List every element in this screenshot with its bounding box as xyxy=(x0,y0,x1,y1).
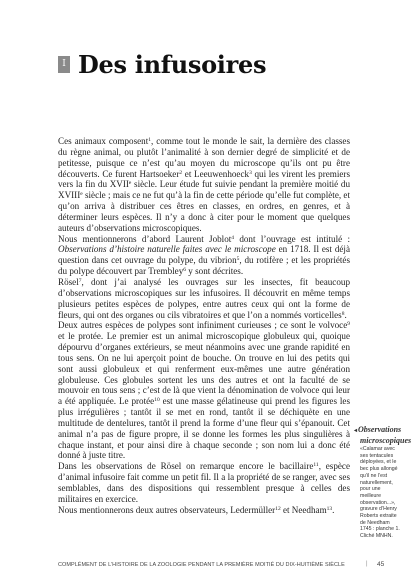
note-call: 4 xyxy=(231,234,235,241)
note-call: e xyxy=(128,180,132,187)
footer-separator: | xyxy=(366,561,368,567)
triangle-left-icon: ◂ xyxy=(354,428,358,434)
note-call: 11 xyxy=(313,462,319,469)
text-run: siècle. Leur étude fut suivie pendant la première moitié du XVIII xyxy=(58,179,350,201)
text-run: et Needham xyxy=(280,504,327,515)
sidenote-caption: «Calamar avec ses tentacules déployées, et le bec plus allongé qu’il ne l’est naturellement, pour une meilleure observation...», gravure d’Henry Roberts extraite de Needham 1745 : planche 1. Cliché MNHN. xyxy=(360,446,400,540)
paragraph xyxy=(58,320,350,461)
note-call: 1 xyxy=(148,137,151,143)
paragraph xyxy=(58,234,350,277)
text-run: Dans les observations de Rösel on remarque encore le bacillaire xyxy=(58,461,314,472)
text-run: Deux autres espèces de polypes sont infiniment curieuses ; ce sont le volvoce xyxy=(58,320,348,331)
paragraph xyxy=(58,505,350,516)
sidenote xyxy=(354,425,411,540)
text-run: , dont j’ai analysé les ouvrages sur les insectes, fit beaucoup d’observations microscopiques sur les infusoires. Il découvrit en même temps plusieurs petites espèces de polypes, entre autres ceux qui ont la forme de fleurs, qui ont des organes ou cils vibratoires et que l’on a nommés vorticelles xyxy=(58,276,350,320)
text-run: , du rotifère ; et les propriétés du polype découvert par Trembley xyxy=(58,255,350,277)
paragraph xyxy=(58,461,350,504)
running-footer: COMPLÉMENT DE L’HISTOIRE DE LA ZOOLOGIE PENDANT LA PREMIÈRE MOITIÉ DU DIX-HUITIÈME SIÈCLE xyxy=(58,562,345,568)
text-run: , espèce d’animal infusoire fait comme un petit fil. Il a la propriété de se ranger, avec ses semblables, dans des dispositions qui ressemblent presque à celles des militaires en exercice. xyxy=(58,461,351,504)
body-text xyxy=(58,136,350,516)
text-run: y sont décrites. xyxy=(186,266,244,277)
text-run: . xyxy=(332,504,335,515)
note-call: 5 xyxy=(236,256,240,263)
note-call: 12 xyxy=(275,505,281,512)
text-run: . xyxy=(344,309,347,320)
text-run: Nous mentionnerons deux autres observateurs, Ledermüller xyxy=(58,504,276,515)
page-number: 45 xyxy=(377,561,385,568)
paragraph xyxy=(58,136,350,234)
paragraph xyxy=(58,277,350,320)
text-run: siècle ; mais ce ne fut qu’à la fin de cette période qu’elle fut complète, et qu’on arriva à distribuer ces êtres en classes, en ordres, en genres, et à déterminer leurs espèces. Il n’y a donc à citer pour le moment que quelques auteurs d’observations microscopiques. xyxy=(58,190,350,233)
text-run: Nous mentionnerons d’abord Laurent Joblot xyxy=(58,233,232,244)
chapter-number-badge: I xyxy=(58,56,70,73)
chapter-title: Des infusoires xyxy=(78,50,267,79)
note-call: 7 xyxy=(78,277,82,284)
note-call: 10 xyxy=(154,397,160,404)
text-run: dont l’ouvrage est intitulé : xyxy=(234,233,350,244)
text-run: qui les virent les premiers vers la fin du XVII xyxy=(58,168,350,190)
text-run: Rösel xyxy=(58,276,79,287)
text-run: est une masse gélatineuse qui prend les figures les plus irrégulières ; tantôt il se met en rond, tantôt il se déchiquète en une multitude de dentelures, tantôt il prend la forme d’une fleur qui s’épanouit. Cet animal n’a pas de figure propre, il se donne les formes les plus singulières à chaque instant, et pour ainsi dire à chaque seconde ; son nom lui a donc été donné à juste titre. xyxy=(58,396,350,461)
note-call: 9 xyxy=(347,321,350,328)
sidenote-title xyxy=(354,425,411,445)
text-run: Ces animaux composent xyxy=(58,136,149,146)
text-run: , comme tout le monde le sait, la dernière des classes du règne animal, ou plutôt l’animalité à son dernier degré de simplicité et de petitesse, puisque ce n’est qu’au moyen du microscope qu’ils ont pu être découverts. Ce furent Hartsoeker xyxy=(58,136,351,179)
text-run: en 1718. Il est déjà question dans cet ouvrage du polype, du vibrion xyxy=(58,244,350,266)
sidenote-title-line2: microscopiques xyxy=(360,436,411,445)
sidenote-title-line1: Observations xyxy=(358,425,402,434)
note-call: 3 xyxy=(249,169,252,176)
chapter-heading xyxy=(58,50,266,79)
note-call: 6 xyxy=(183,267,187,274)
text-run: et le protée. Le premier est un animal microscopique globuleux qui, quoique dépourvu d’organes extérieurs, se meut néanmoins avec une grande rapidité en tous sens. On ne lui aperçoit point de bouche. On trouve en lui des petits qui sont aussi globuleux et qui renferment eux-mêmes une autre génération globuleuse. Ces globules sortent les uns des autres et ont la faculté de se mouvoir en tous sens ; c’est de là que vient la dénomination de volvoce qui leur a été appliquée. Le protée xyxy=(58,331,350,407)
note-call: 2 xyxy=(179,169,183,176)
note-call: 13 xyxy=(326,505,333,512)
work-title: Observations d’histoire naturelle faites avec le microscope xyxy=(58,244,276,255)
note-call: e xyxy=(80,191,83,198)
text-run: et Leeuwenhoeck xyxy=(182,168,250,179)
note-call: 8 xyxy=(341,310,345,317)
